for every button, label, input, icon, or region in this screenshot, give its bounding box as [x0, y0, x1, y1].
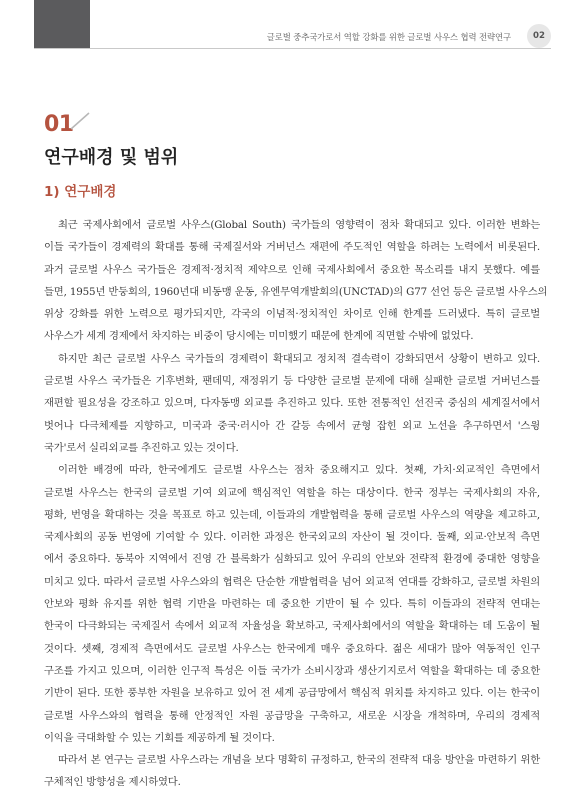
paragraph-3-line: 이러한 배경에 따라, 한국에게도 글로벌 사우스는 점차 중요해지고 있다. 첫째, 가치·외교적인 측면에서 [58, 464, 540, 477]
body-text [44, 214, 548, 794]
paragraph-3-line: 미치고 있다. 따라서 글로벌 사우스와의 협력은 단순한 개발협력을 넘어 외교적 연대를 강화하고, 글로벌 차원의 [44, 575, 540, 588]
paragraph-3-line: 글로벌 사우스와의 협력을 통해 안정적인 자원 공급망을 구축하고, 새로운 시장을 개척하며, 우리의 경제적 [44, 709, 540, 722]
paragraph-1-line: 과거 글로벌 사우스 국가들은 경제적·정치적 제약으로 인해 국제사회에서 중요한 목소리를 내지 못했다. 예를 [44, 263, 540, 276]
header-tab-block [34, 0, 90, 48]
page-number-badge: 02 [527, 24, 551, 48]
paragraph-3-line: 국제사회의 공동 번영에 기여할 수 있다. 이러한 과정은 한국외교의 자산이 될 것이다. 둘째, 외교·안보적 측면 [44, 531, 540, 544]
paragraph-2-line: 하지만 최근 글로벌 사우스 국가들의 경제력이 확대되고 정치적 결속력이 강화되면서 상황이 변하고 있다. [58, 352, 540, 365]
running-title: 글로벌 중추국가로서 역할 강화를 위한 글로벌 사우스 협력 전략연구 [266, 32, 511, 42]
paragraph-3-line: 평화, 번영을 확대하는 것을 목표로 하고 있는데, 이들과의 개발협력을 통해 글로벌 사우스의 역량을 제고하고, [44, 508, 540, 521]
section-number: 01 [44, 112, 74, 137]
paragraph-3-line: 안보와 평화 유지를 위한 협력 기반을 마련하는 데 중요한 기반이 될 수 있다. 특히 이들과의 전략적 연대는 [44, 598, 540, 611]
paragraph-3-line: 것이다. 셋째, 경제적 측면에서도 글로벌 사우스는 한국에게 매우 중요하다. 젊은 세대가 많아 역동적인 인구 [44, 642, 540, 655]
paragraph-3-line: 이익을 극대화할 수 있는 기회를 제공하게 될 것이다. [44, 731, 275, 744]
paragraph-1-line: 이들 국가들이 경제력의 확대를 통해 국제질서와 거버넌스 재편에 주도적인 역할을 하려는 노력에서 비롯된다. [44, 241, 540, 254]
paragraph-3-line: 기반이 된다. 또한 풍부한 자원을 보유하고 있어 전 세계 공급망에서 핵심적 위치를 차지하고 있다. 이는 한국이 [44, 687, 540, 700]
paragraph-2-line: 벗어나 다극체제를 지향하고, 미국과 중국·러시아 간 갈등 속에서 균형 잡힌 외교 노선을 추구하면서 '스윙 [44, 419, 540, 432]
paragraph-2-line: 재편할 필요성을 강조하고 있으며, 다자동맹 외교를 추진하고 있다. 또한 전통적인 선진국 중심의 세계질서에서 [44, 397, 540, 410]
header-rule [34, 48, 551, 49]
paragraph-3-line: 한국이 다극화되는 국제질서 속에서 외교적 자율성을 확보하고, 국제사회에서의 역할을 확대하는 데 도움이 될 [44, 620, 540, 633]
paragraph-1-line: 위상 강화를 위한 노력으로 평가되지만, 각국의 이념적·정치적인 차이로 인해 한계를 드러냈다. 특히 글로벌 [44, 308, 540, 321]
paragraph-4-line: 따라서 본 연구는 글로벌 사우스라는 개념을 보다 명확히 규정하고, 한국의 전략적 대응 방안을 마련하기 위한 [58, 754, 540, 767]
paragraph-4-line: 구체적인 방향성을 제시하였다. [44, 776, 181, 789]
slash-decoration-icon [69, 112, 91, 130]
paragraph-2-line: 글로벌 사우스 국가들은 기후변화, 팬데믹, 재정위기 등 다양한 글로벌 문제에 대해 실패한 글로벌 거버넌스를 [44, 375, 540, 388]
paragraph-3-line: 구조를 가지고 있으며, 이러한 인구적 특성은 이들 국가가 소비시장과 생산기지로서 역할을 확대하는 데 중요한 [44, 664, 540, 677]
section-title: 연구배경 및 범위 [44, 147, 179, 168]
paragraph-2-line: 국가'로서 실리외교를 추진하고 있는 것이다. [44, 441, 239, 454]
paragraph-1-line: 들면, 1955년 반둥회의, 1960년대 비동맹 운동, 유엔무역개발회의(UNCTAD)의 G77 선언 등은 글로벌 사우스의 [44, 285, 548, 298]
paragraph-3-line: 글로벌 사우스는 한국의 글로벌 기여 외교에 핵심적인 역할을 하는 대상이다. 한국 정부는 국제사회의 자유, [44, 486, 540, 499]
paragraph-3-line: 에서 중요하다. 동북아 지역에서 진영 간 블록화가 심화되고 있어 우리의 안보와 전략적 환경에 중대한 영향을 [44, 553, 540, 566]
subsection-title: 1) 연구배경 [44, 184, 117, 200]
paragraph-1-line: 사우스가 세계 경제에서 차지하는 비중이 당시에는 미미했기 때문에 한계에 직면할 수밖에 없었다. [44, 330, 474, 343]
paragraph-1-line: 최근 국제사회에서 글로벌 사우스(Global South) 국가들의 영향력이 점차 확대되고 있다. 이러한 변화는 [58, 219, 540, 231]
